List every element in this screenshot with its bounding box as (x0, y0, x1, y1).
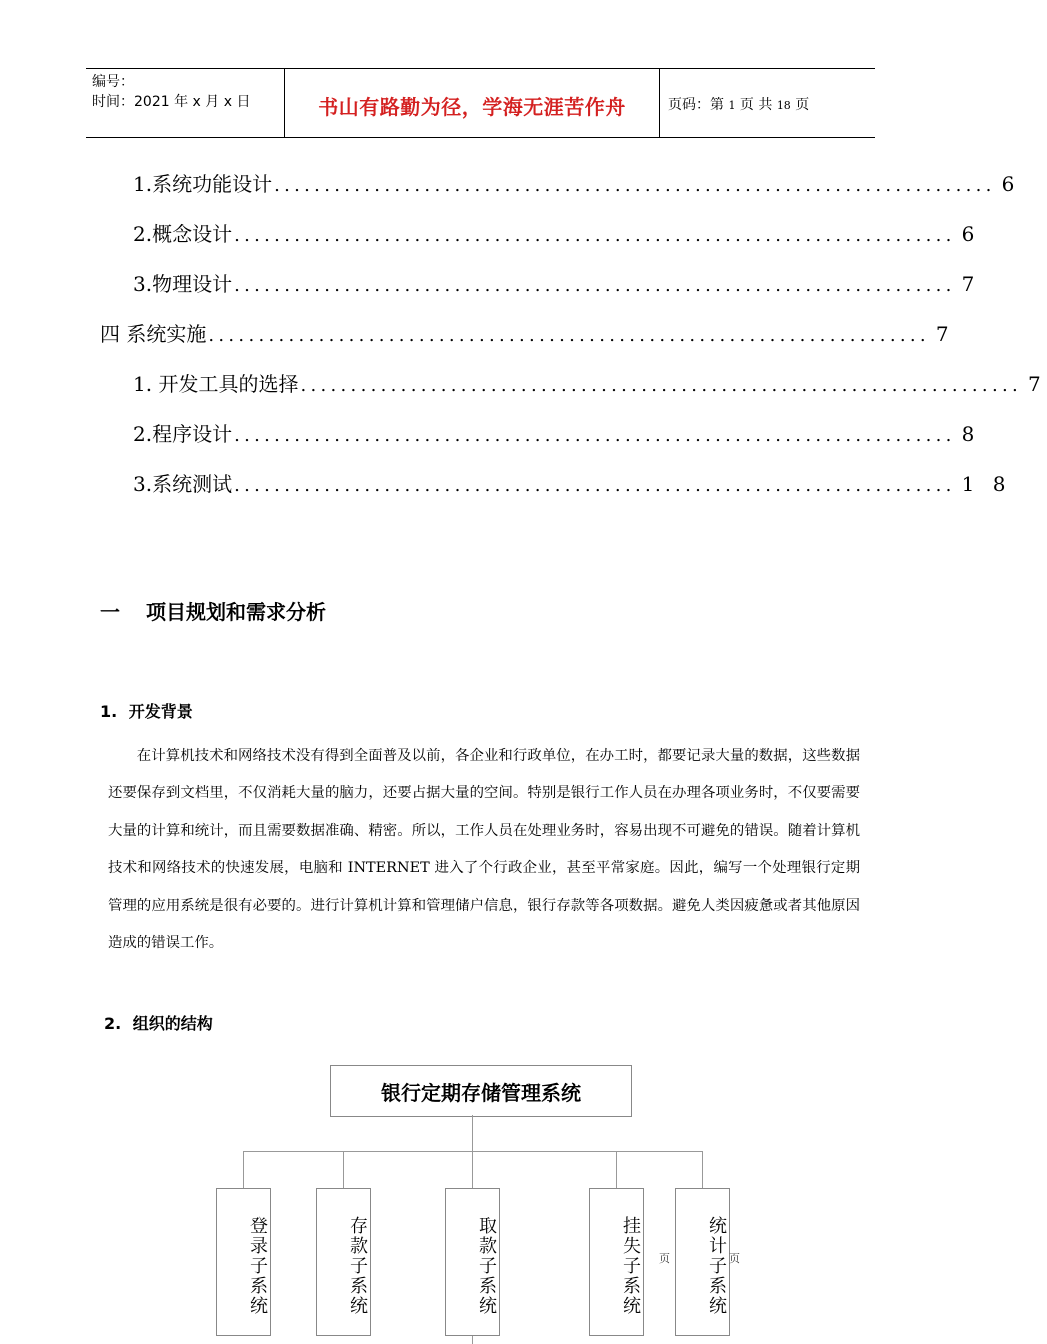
toc-title: 四 系统实施 (100, 322, 207, 346)
toc-page: 1 8 (961, 472, 1012, 496)
toc-title: 3.物理设计 (133, 272, 233, 296)
org-child-node: 取款子系统 (445, 1188, 500, 1336)
toc-leader: ........................................................................ (208, 325, 930, 346)
org-child-node: 挂失子系统 (589, 1188, 644, 1336)
toc-page: 7 (961, 272, 981, 296)
toc-entry[interactable] (133, 268, 981, 300)
connector-line (472, 1151, 473, 1188)
page-current: 1 (728, 99, 736, 112)
footer-fragment: 页 (659, 1252, 670, 1265)
footer-fragment: 页 (729, 1252, 740, 1265)
toc-leader: ........................................................................ (234, 225, 956, 246)
org-child-node: 登录子系统 (216, 1188, 271, 1336)
org-root-node: 银行定期存储管理系统 (330, 1065, 632, 1117)
toc-title: 1. 开发工具的选择 (133, 372, 299, 396)
org-child-node: 存款子系统 (316, 1188, 371, 1336)
header-meta (92, 72, 250, 112)
page-total: 18 (776, 99, 791, 112)
toc-page: 7 (935, 322, 955, 346)
serial-label: 编号： (92, 74, 134, 90)
page-prefix: 页码：第 (668, 97, 724, 113)
toc-leader: ........................................................................ (234, 275, 956, 296)
section-title: 项目规划和需求分析 (146, 600, 326, 624)
toc-leader: ........................................................................ (234, 475, 956, 496)
page-number (668, 94, 809, 114)
header-divider (659, 69, 660, 137)
toc-entry[interactable] (133, 368, 1047, 400)
toc-title: 1.系统功能设计 (133, 172, 273, 196)
toc-leader: ........................................................................ (234, 425, 956, 446)
subsection-heading (100, 699, 193, 722)
toc-entry[interactable] (133, 418, 981, 450)
subsection-number: 2. (104, 1014, 122, 1033)
toc-title: 2.概念设计 (133, 222, 233, 246)
toc-leader: ........................................................................ (300, 375, 1023, 396)
page-mid: 页 共 (739, 97, 773, 113)
time-label: 时间：2021 年 x 月 x 日 (92, 94, 251, 110)
toc-entry[interactable] (133, 168, 1021, 200)
page-suffix: 页 (795, 97, 810, 113)
section-number: 一 (100, 600, 120, 624)
subsection-heading (104, 1011, 213, 1034)
header-motto: 书山有路勤为径，学海无涯苦作舟 (318, 95, 626, 119)
connector-line (472, 1115, 473, 1151)
connector-line (243, 1151, 703, 1152)
connector-line (472, 1336, 473, 1344)
section-heading (100, 596, 326, 625)
connector-line (243, 1151, 244, 1188)
connector-line (343, 1151, 344, 1188)
paragraph-text: 在计算机技术和网络技术没有得到全面普及以前，各企业和行政单位，在办工时，都要记录大量的数据，这些数据还要保存到文档里，不仅消耗大量的脑力，还要占据大量的空间。特别是银行工作人员在办理各项业务时，不仅要需要大量的计算和统计，而且需要数据准确、精密。所以，工作人员在处理业务时，容易出现不可避免的错误。随着计算机技术和网络技术的快速发展，电脑和 INTERNET 进入了个行政企业，甚至平常家庭。因此，编写一个处理银行定期管理的应用系统是很有必要的。进行计算机计算和管理储户信息，银行存款等各项数据。避免人类因疲惫或者其他原因造成的错误工作。 (108, 748, 860, 952)
toc-page: 6 (961, 222, 981, 246)
toc-title: 2.程序设计 (133, 422, 233, 446)
connector-line (616, 1151, 617, 1188)
subsection-number: 1. (100, 702, 118, 721)
subsection-title: 组织的结构 (132, 1014, 213, 1033)
toc-page: 7 (1028, 372, 1047, 396)
toc-entry[interactable] (133, 218, 981, 250)
subsection-title: 开发背景 (128, 702, 193, 721)
toc-entry[interactable] (100, 318, 955, 350)
org-child-node: 统计子系统 (675, 1188, 730, 1336)
toc-title: 3.系统测试 (133, 472, 233, 496)
toc-leader: ........................................................................ (274, 175, 996, 196)
page-header (86, 68, 875, 138)
body-paragraph (108, 738, 860, 962)
toc-page: 6 (1001, 172, 1021, 196)
toc-entry[interactable] (133, 468, 1012, 500)
connector-line (702, 1151, 703, 1188)
toc-page: 8 (961, 422, 981, 446)
